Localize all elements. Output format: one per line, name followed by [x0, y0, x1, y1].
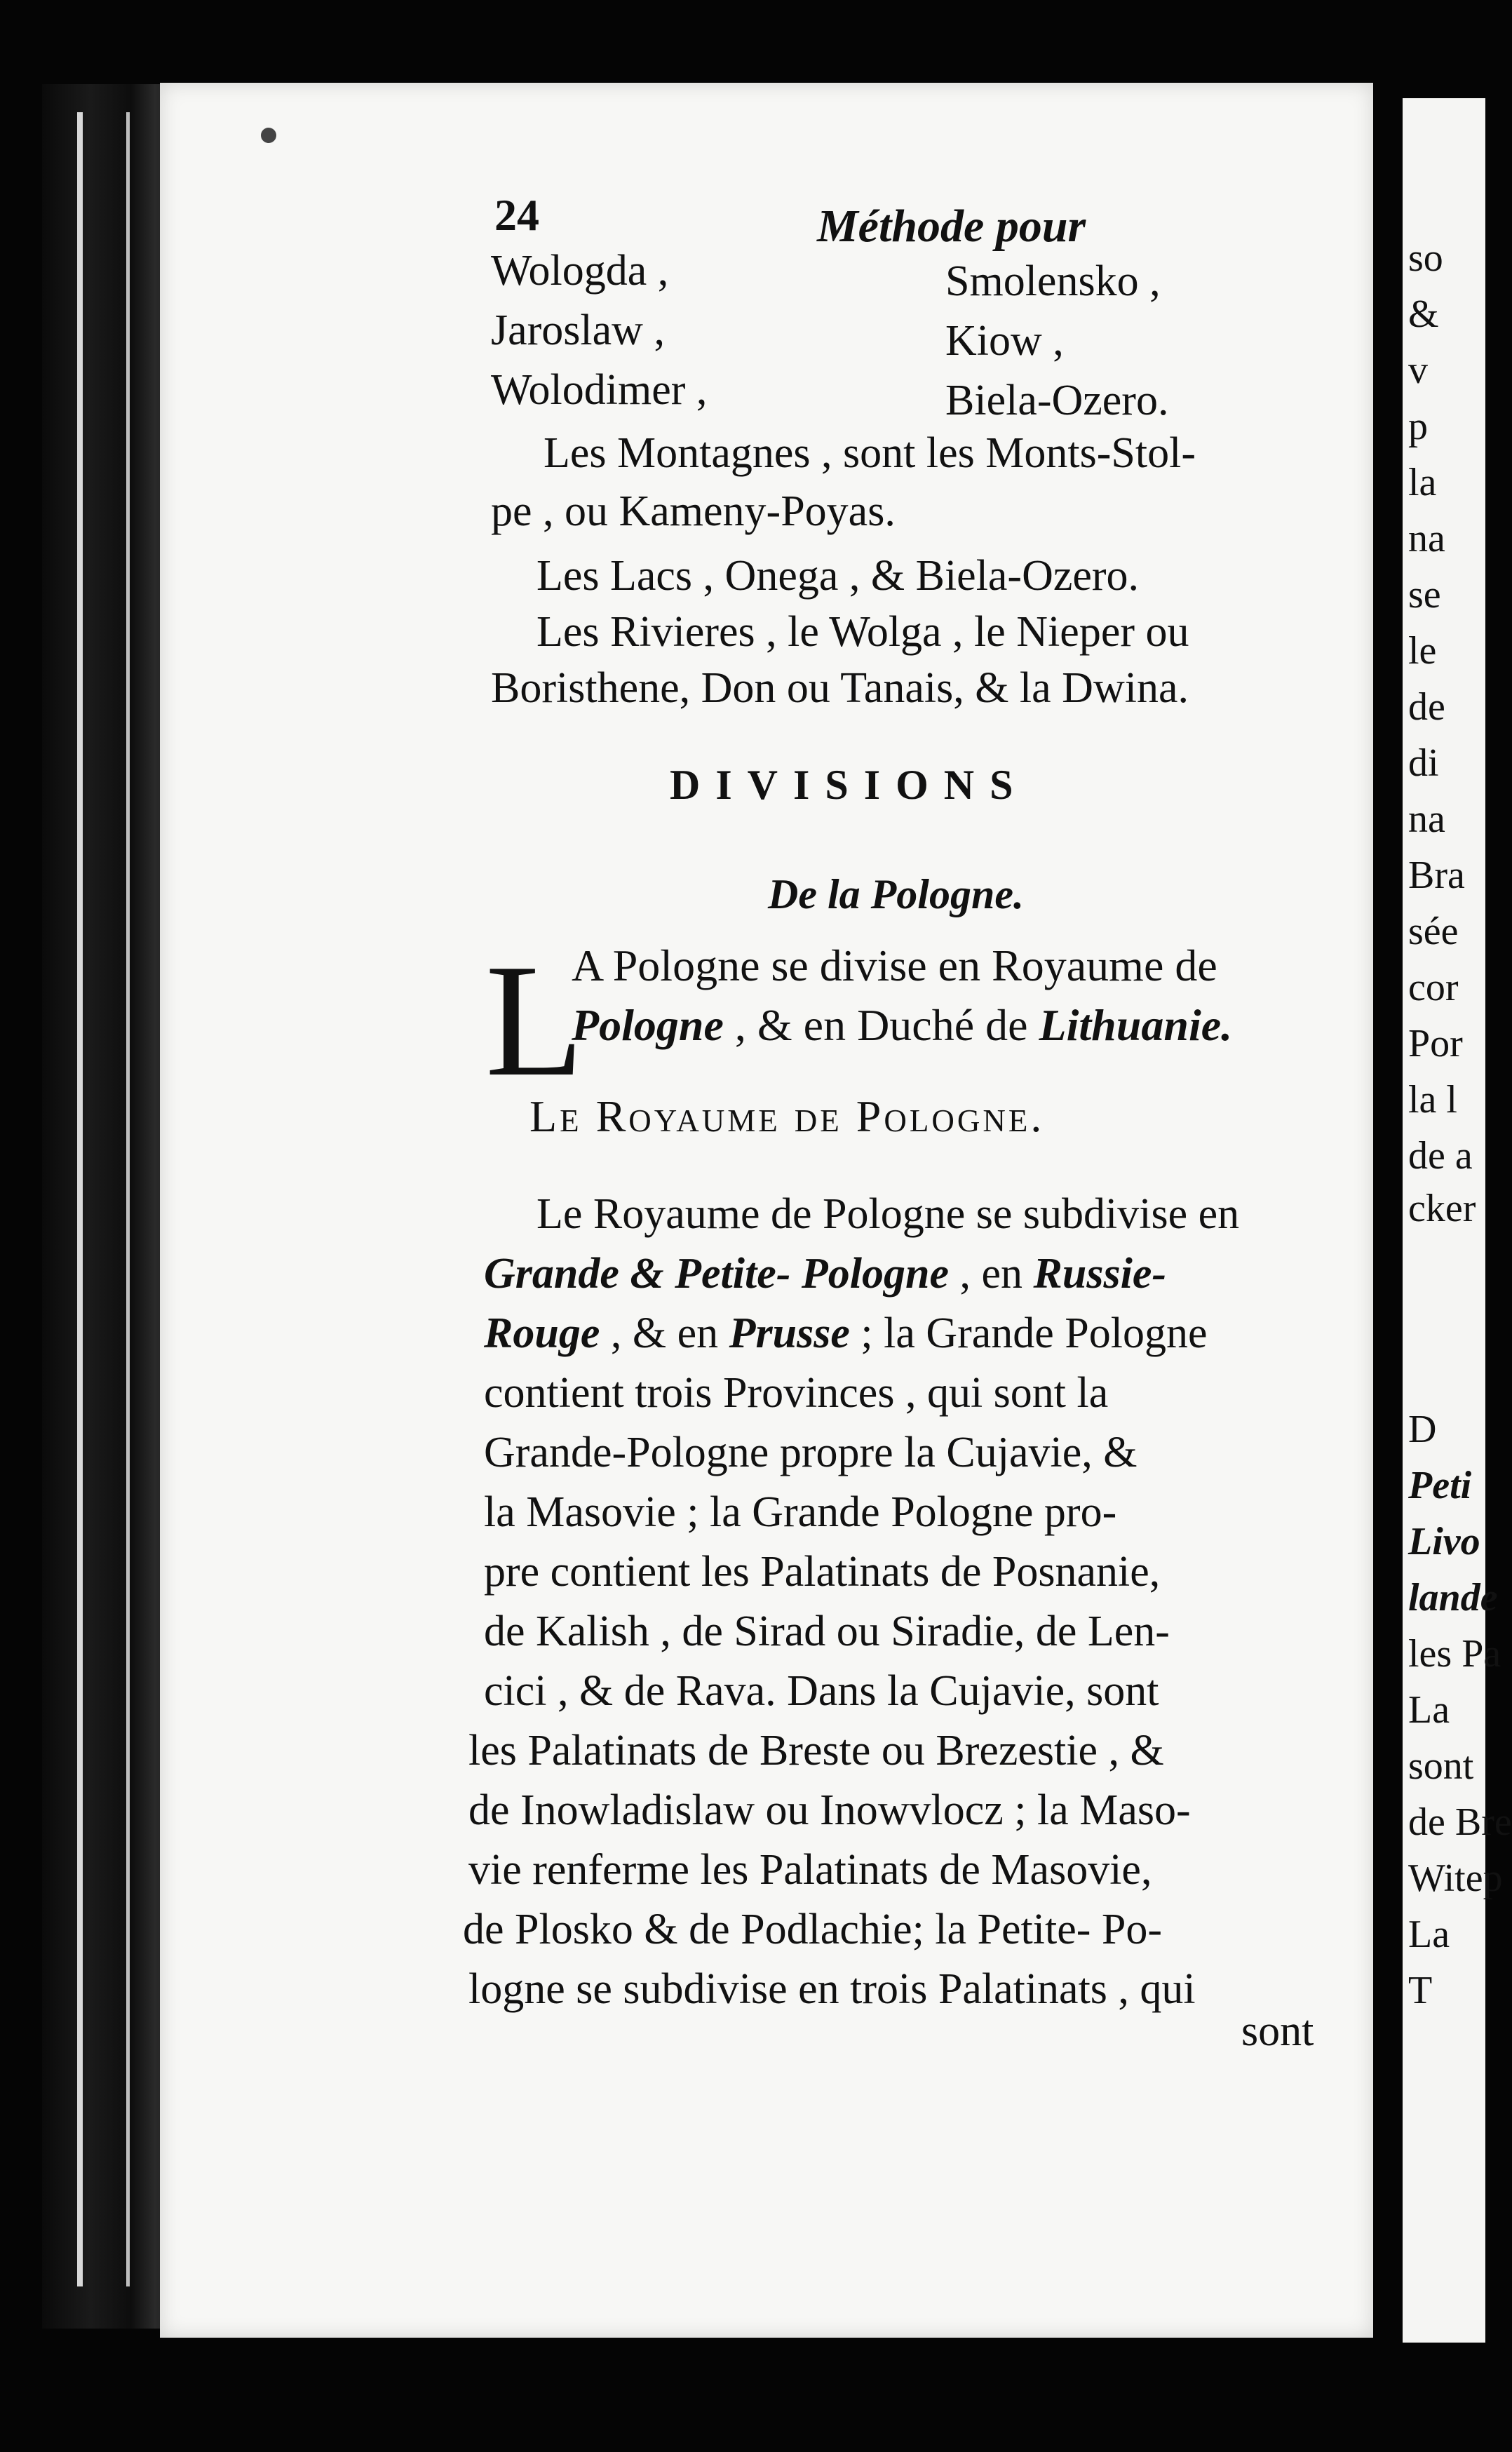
section-subtitle: De la Pologne.	[768, 871, 1024, 917]
facing-page-fragment: le	[1408, 629, 1437, 673]
body-line	[468, 1967, 1196, 2011]
body-line	[484, 1490, 1116, 1534]
facing-page-fragment: de Bre	[1408, 1800, 1512, 1844]
facing-page-fragment: de	[1408, 685, 1445, 729]
body-line	[484, 1550, 1160, 1594]
facing-page-fragment: sont	[1408, 1744, 1474, 1788]
body-segment: pre contient les Palatinats de Posnanie,	[484, 1548, 1161, 1596]
running-title: Méthode pour	[817, 201, 1086, 252]
body-line	[463, 1908, 1162, 1951]
facing-page-fragment: Livo	[1408, 1520, 1480, 1563]
body-segment: de Inowladislaw ou Inowvlocz ; la Maso-	[468, 1786, 1191, 1834]
body-segment: cici , & de Rava. Dans la Cujavie, sont	[484, 1667, 1159, 1715]
body-line	[484, 1371, 1108, 1415]
body-segment: Russie-	[1033, 1250, 1166, 1298]
facing-page-sliver	[1403, 98, 1512, 2343]
ink-spot	[261, 128, 276, 143]
body-segment: ; la Grande Pologne	[849, 1309, 1208, 1357]
royaume-heading: Le Royaume de Pologne.	[529, 1091, 1045, 1141]
page-edge-stripe	[126, 112, 130, 2286]
body-segment: , en	[948, 1250, 1034, 1298]
body-line	[468, 1786, 1191, 1834]
facing-page-fragment: so	[1408, 236, 1443, 280]
intro-line-1: A Pologne se divise en Royaume de	[572, 941, 1217, 990]
facing-page-fragment: Bra	[1408, 854, 1465, 897]
facing-page-fragment: di	[1408, 741, 1439, 785]
facing-page-fragment: Por	[1408, 1022, 1463, 1065]
body-segment: Grande & Petite- Pologne	[484, 1250, 949, 1298]
intro-line-2	[572, 1000, 1233, 1050]
facing-page-fragment: D	[1408, 1408, 1437, 1451]
body-line	[484, 1610, 1170, 1653]
intro-middle: , & en Duché de	[723, 1000, 1039, 1050]
facing-page-fragment: v	[1408, 349, 1428, 392]
facing-page-fragment: sée	[1408, 910, 1459, 953]
facing-page-fragment: la l	[1408, 1078, 1457, 1121]
text-line: Boristhene, Don ou Tanais, & la Dwina.	[491, 664, 1189, 712]
text-line: Les Rivieres , le Wolga , le Nieper ou	[536, 608, 1189, 656]
city-left: Jaroslaw ,	[491, 306, 665, 354]
body-line	[484, 1250, 1166, 1298]
city-right: Kiow ,	[945, 317, 1064, 365]
facing-page-fragment: se	[1408, 573, 1441, 617]
city-left: Wologda ,	[491, 247, 669, 295]
city-right: Smolensko ,	[945, 257, 1161, 305]
city-left: Wolodimer ,	[491, 366, 708, 414]
section-title: DIVISIONS	[670, 762, 1029, 808]
body-line	[468, 1729, 1164, 1772]
facing-page-fragment: de a	[1408, 1134, 1473, 1178]
body-segment: les Palatinats de Breste ou Brezestie , &	[468, 1727, 1164, 1774]
body-line	[468, 1848, 1152, 1892]
facing-page-fragment: na	[1408, 797, 1445, 841]
drop-cap: L	[485, 931, 584, 1110]
facing-page-fragment: Peti	[1408, 1464, 1472, 1507]
text-line: Les Montagnes , sont les Monts-Stol-	[544, 429, 1196, 477]
intro-lithuanie: Lithuanie.	[1039, 1000, 1233, 1050]
body-line	[536, 1192, 1239, 1236]
body-segment: Prusse	[729, 1309, 850, 1357]
facing-page-fragment: les Pa	[1408, 1632, 1501, 1676]
body-segment: Le Royaume de Pologne se subdivise en	[536, 1190, 1240, 1238]
body-segment: vie renferme les Palatinats de Masovie,	[468, 1846, 1152, 1894]
body-segment: de Plosko & de Podlachie; la Petite- Po-	[463, 1906, 1163, 1953]
text-line: Les Lacs , Onega , & Biela-Ozero.	[536, 552, 1140, 600]
intro-pologne: Pologne	[572, 1000, 724, 1050]
page-number: 24	[494, 190, 539, 240]
body-segment: , & en	[600, 1309, 729, 1357]
facing-page-fragment: lande	[1408, 1576, 1498, 1619]
facing-page-fragment: p	[1408, 405, 1428, 448]
body-segment: de Kalish , de Sirad ou Siradie, de Len-	[484, 1608, 1170, 1655]
body-segment: Grande-Pologne propre la Cujavie, &	[484, 1429, 1138, 1476]
facing-page-fragment: Witep	[1408, 1857, 1503, 1900]
body-segment: contient trois Provinces , qui sont la	[484, 1369, 1109, 1417]
facing-page-fragment: cker	[1408, 1187, 1476, 1230]
body-line	[484, 1431, 1137, 1474]
facing-page-fragment: La	[1408, 1688, 1450, 1732]
catchword: sont	[1241, 2007, 1314, 2055]
text-line: pe , ou Kameny-Poyas.	[491, 487, 896, 535]
body-segment: la Masovie ; la Grande Pologne pro-	[484, 1488, 1117, 1536]
facing-page-fragment: La	[1408, 1913, 1450, 1956]
facing-page-fragment: na	[1408, 517, 1445, 560]
body-segment: Rouge	[484, 1309, 600, 1357]
facing-page-fragment: la	[1408, 461, 1437, 504]
facing-page-fragment: cor	[1408, 966, 1459, 1009]
body-segment: logne se subdivise en trois Palatinats , qui	[468, 1965, 1196, 2013]
body-line	[484, 1309, 1208, 1357]
facing-page-fragment: &	[1408, 292, 1439, 336]
facing-page-fragment: T	[1408, 1969, 1433, 2012]
page-edge-stripe	[77, 112, 83, 2286]
city-right: Biela-Ozero.	[945, 377, 1169, 424]
body-line	[484, 1669, 1159, 1713]
